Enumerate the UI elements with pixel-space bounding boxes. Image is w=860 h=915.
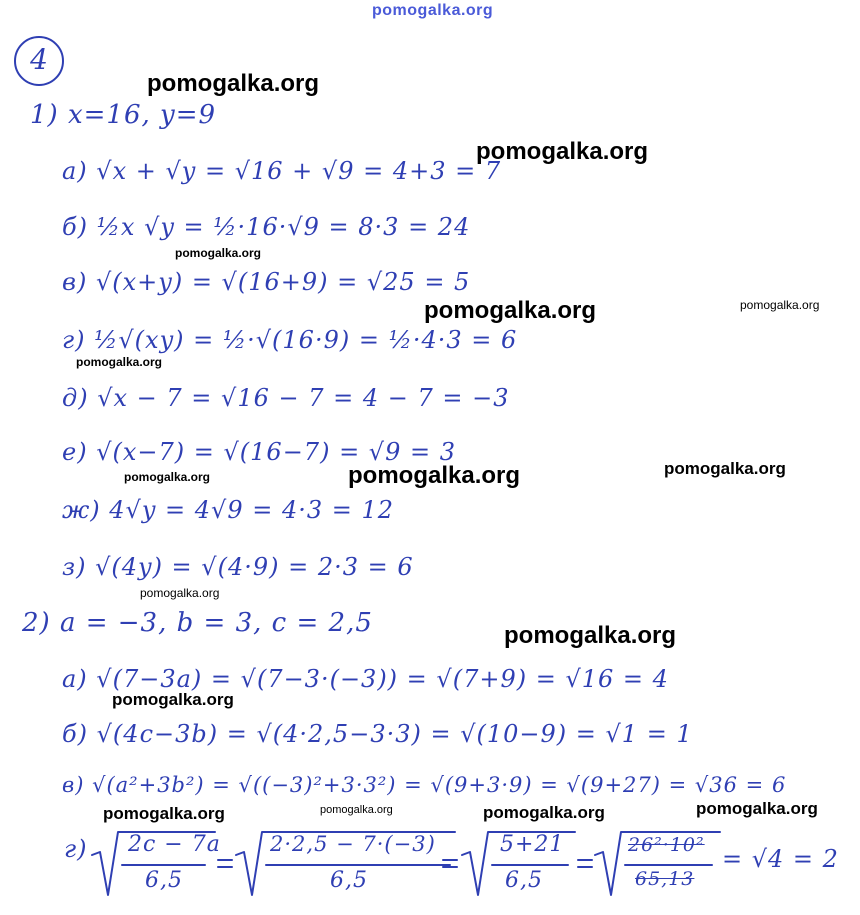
part2-g-label: г) <box>64 835 88 863</box>
part1-header: 1) x=16, y=9 <box>30 100 217 130</box>
watermark: pomogalka.org <box>476 138 649 165</box>
part1-b: б) ½x √y = ½·16·√9 = 8·3 = 24 <box>62 213 471 241</box>
part1-a: а) √x + √y = √16 + √9 = 4+3 = 7 <box>62 157 502 185</box>
task-number: 4 <box>14 36 64 86</box>
part1-zh: ж) 4√y = 4√9 = 4·3 = 12 <box>62 496 395 524</box>
g-frac2-num: 2·2,5 − 7·(−3) <box>270 832 436 856</box>
part2-b: б) √(4c−3b) = √(4·2,5−3·3) = √(10−9) = √1 = 1 <box>62 720 693 748</box>
part1-e: е) √(x−7) = √(16−7) = √9 = 3 <box>62 438 456 466</box>
watermark: pomogalka.org <box>320 804 393 816</box>
part1-d: д) √x − 7 = √16 − 7 = 4 − 7 = −3 <box>62 384 510 412</box>
watermark-top: pomogalka.org <box>372 2 494 19</box>
watermark: pomogalka.org <box>124 470 211 484</box>
watermark: pomogalka.org <box>504 622 677 649</box>
watermark: pomogalka.org <box>483 803 605 822</box>
g-frac4-num: 26²·10² <box>628 834 705 856</box>
part2-header: 2) a = −3, b = 3, c = 2,5 <box>22 608 373 638</box>
g-frac4-den: 65,13 <box>635 868 695 890</box>
g-frac3-num: 5+21 <box>500 832 565 857</box>
watermark: pomogalka.org <box>664 459 786 478</box>
g-tail: = √4 = 2 <box>722 845 839 873</box>
g-frac2-den: 6,5 <box>330 868 368 893</box>
g-frac3-den: 6,5 <box>505 868 543 893</box>
watermark: pomogalka.org <box>696 799 818 818</box>
watermark: pomogalka.org <box>348 462 521 489</box>
watermark: pomogalka.org <box>175 246 262 260</box>
part1-g: г) ½√(xy) = ½·√(16·9) = ½·4·3 = 6 <box>62 326 518 354</box>
part2-a: а) √(7−3a) = √(7−3·(−3)) = √(7+9) = √16 = 4 <box>62 665 669 693</box>
part1-z: з) √(4y) = √(4·9) = 2·3 = 6 <box>62 553 414 581</box>
watermark: pomogalka.org <box>112 690 234 709</box>
watermark: pomogalka.org <box>424 297 597 324</box>
g-frac1-den: 6,5 <box>145 868 183 893</box>
watermark: pomogalka.org <box>740 298 820 312</box>
watermark: pomogalka.org <box>147 70 320 97</box>
g-frac1-num: 2c − 7a <box>128 832 221 857</box>
part2-v: в) √(a²+3b²) = √((−3)²+3·3²) = √(9+3·9) = √(9+27) = √36 = 6 <box>62 773 787 797</box>
watermark: pomogalka.org <box>103 804 225 823</box>
watermark: pomogalka.org <box>140 586 220 600</box>
watermark: pomogalka.org <box>76 355 163 369</box>
part1-v: в) √(x+y) = √(16+9) = √25 = 5 <box>62 268 471 296</box>
